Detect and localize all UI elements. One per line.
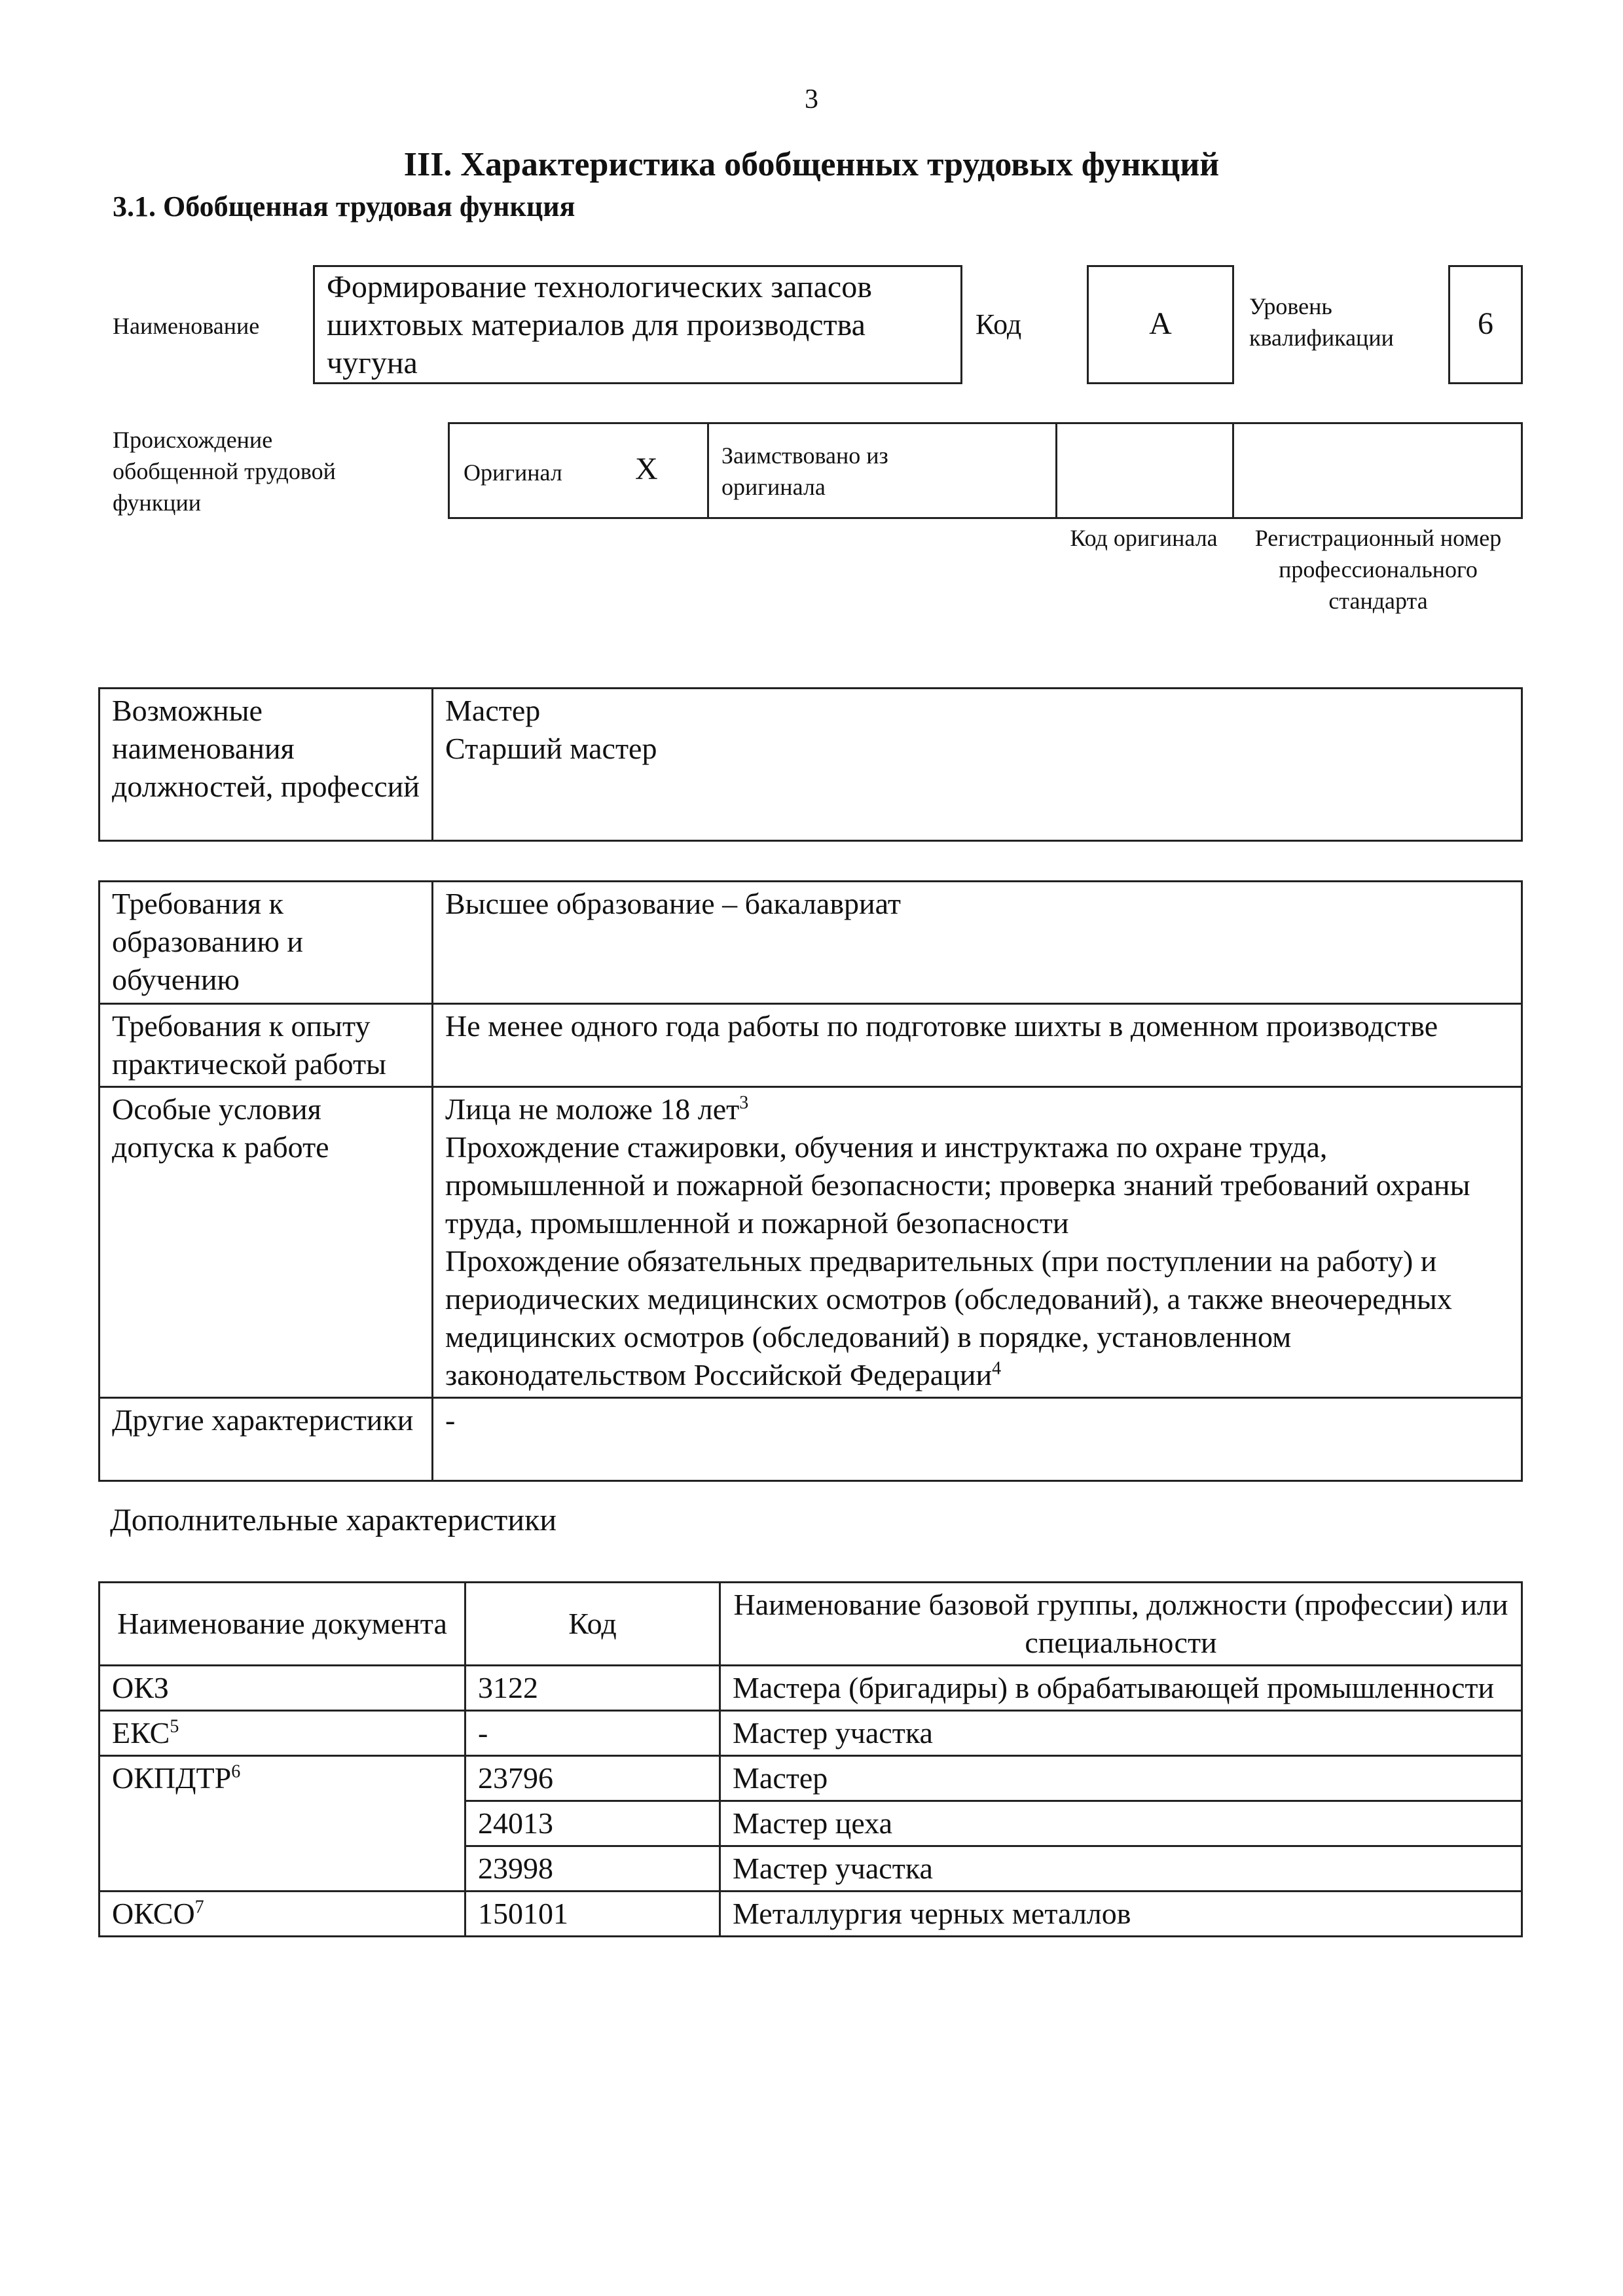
table-row [100, 1711, 1522, 1756]
special-line-3: Прохождение обязательных предварительных (при поступлении на работу) и периодических медицинских осмотров (обследований), а также внеочередных медицинских осмотров (обследований) в порядке, установленном законодательством Российской Федерации$^4$ [445, 1244, 1452, 1391]
table-header-row [100, 1583, 1522, 1666]
doc-cell: ОКЗ [100, 1666, 465, 1711]
positions-label: Возможные наименования должностей, профессий [100, 689, 433, 841]
position-item: Старший мастер [445, 732, 657, 765]
table-row [100, 1756, 1522, 1801]
positions-table [98, 687, 1523, 842]
positions-values [433, 689, 1522, 841]
code-cell: 24013 [465, 1801, 720, 1846]
doc-cell: ЕКС$^5$ [100, 1711, 465, 1756]
name-cell: Мастер [720, 1756, 1522, 1801]
table-row [100, 1398, 1522, 1481]
footnote-ref: 5 [170, 1716, 179, 1737]
table-row [100, 882, 1522, 1004]
header-name: Наименование базовой группы, должности (профессии) или специальности [720, 1583, 1522, 1666]
education-label: Требования к образованию и обучению [100, 882, 433, 1004]
code-cell: 23998 [465, 1846, 720, 1892]
name-cell: Металлургия черных металлов [720, 1892, 1522, 1937]
origin-divider-2 [1055, 422, 1057, 519]
name-cell: Мастер цеха [720, 1801, 1522, 1846]
function-name-value: Формирование технологических запасов шихтовых материалов для производства чугуна [327, 270, 872, 380]
experience-label: Требования к опыту практической работы [100, 1004, 433, 1087]
code-cell: 150101 [465, 1892, 720, 1937]
origin-code-caption: Код оригинала [1070, 525, 1218, 551]
special-values [433, 1087, 1522, 1398]
header-document: Наименование документа [100, 1583, 465, 1666]
name-cell: Мастер участка [720, 1711, 1522, 1756]
position-item: Мастер [445, 694, 541, 727]
section-title: III. Характеристика обобщенных трудовых функций [403, 146, 1220, 183]
additional-table [98, 1581, 1523, 1937]
code-value: А [1149, 306, 1172, 341]
origin-reg-caption: Регистрационный номер профессионального стандарта [1254, 525, 1502, 614]
doc-cell: ОКПДТР$^6$ [100, 1756, 465, 1892]
subsection-title: 3.1. Обобщенная трудовая функция [113, 190, 575, 223]
page-number: 3 [805, 84, 818, 115]
origin-divider-1 [707, 422, 709, 519]
level-box [1448, 265, 1523, 384]
additional-title: Дополнительные характеристики [110, 1503, 557, 1537]
footnote-ref: 6 [231, 1761, 241, 1782]
code-cell: 23796 [465, 1756, 720, 1801]
special-label: Особые условия допуска к работе [100, 1087, 433, 1398]
footnote-ref: 4 [992, 1358, 1002, 1379]
function-name-box [313, 265, 962, 384]
code-cell: 3122 [465, 1666, 720, 1711]
original-mark: Х [635, 452, 658, 486]
name-cell: Мастера (бригадиры) в обрабатывающей промышленности [720, 1666, 1522, 1711]
code-box [1087, 265, 1234, 384]
origin-divider-3 [1232, 422, 1234, 519]
table-row [100, 1004, 1522, 1087]
level-value: 6 [1478, 306, 1493, 341]
header-code: Код [465, 1583, 720, 1666]
table-row [100, 1087, 1522, 1398]
table-row [100, 689, 1522, 841]
footnote-ref: 7 [194, 1897, 204, 1918]
other-value: - [433, 1398, 1522, 1481]
name-label: Наименование [113, 313, 260, 339]
table-row [100, 1892, 1522, 1937]
doc-cell: ОКСО$^7$ [100, 1892, 465, 1937]
special-line-2: Прохождение стажировки, обучения и инструктажа по охране труда, промышленной и пожарной безопасности; проверка знаний требований охраны труда, промышленной и пожарной безопасности [445, 1130, 1470, 1240]
name-cell: Мастер участка [720, 1846, 1522, 1892]
code-label: Код [976, 308, 1022, 340]
footnote-ref: 3 [739, 1092, 749, 1113]
education-value: Высшее образование – бакалавриат [433, 882, 1522, 1004]
code-cell: - [465, 1711, 720, 1756]
other-label: Другие характеристики [100, 1398, 433, 1481]
original-label: Оригинал [464, 459, 562, 486]
table-row [100, 1666, 1522, 1711]
level-label: Уровень квалификации [1249, 293, 1394, 351]
borrowed-label: Заимствовано из оригинала [721, 442, 888, 500]
special-line-1: Лица не моложе 18 лет$^3$ [445, 1092, 749, 1126]
experience-value: Не менее одного года работы по подготовке шихты в доменном производстве [433, 1004, 1522, 1087]
requirements-table [98, 880, 1523, 1482]
origin-label: Происхождение обобщенной трудовой функции [113, 427, 336, 516]
